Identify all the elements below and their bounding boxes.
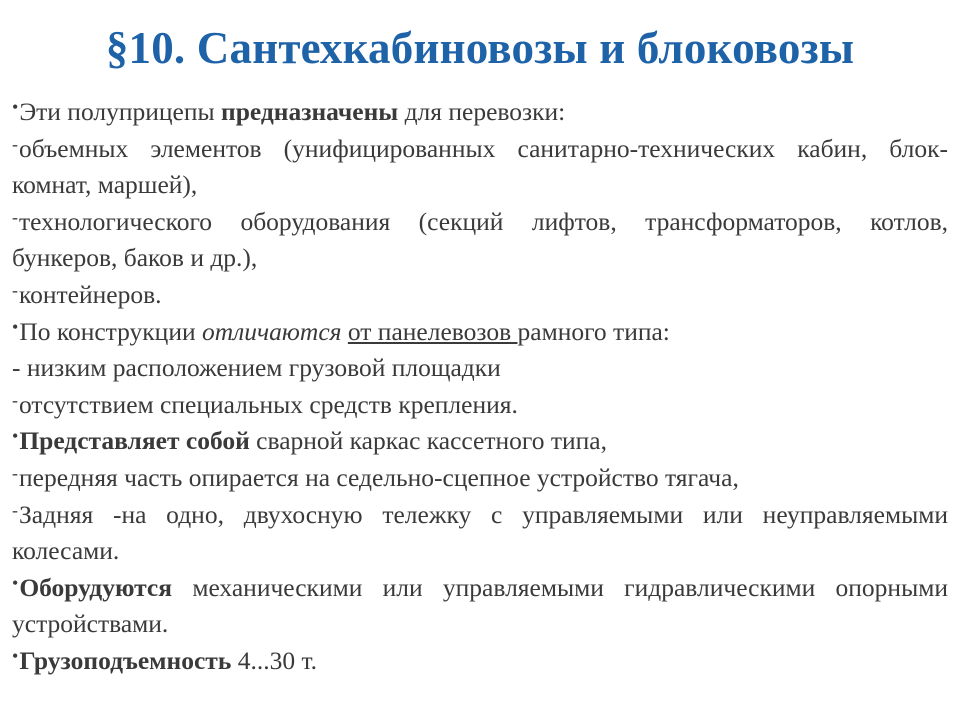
bullet-capacity [12,643,948,680]
bullet-marker: • [12,316,19,337]
text: механическими или управляемыми гидравлическими опорными устройствами. [12,572,948,639]
bullet-construction [12,314,948,351]
text: для перевозки: [398,97,566,126]
text: технологического оборудования (секций лифтов, трансформаторов, котлов, бункеров, баков и др.), [12,206,948,273]
dash-marker: - [12,462,18,483]
slide-title: §10. Сантехкабиновозы и блоковозы [105,23,855,73]
slide-body [12,94,948,680]
text: 4...30 т. [231,645,318,675]
dash-marker: - [12,133,18,154]
dash-marker: - [12,279,18,300]
text-italic: отличаются [201,316,342,346]
dash-item-low-platform [12,350,948,387]
bullet-represents [12,423,948,460]
dash-item-volume-elements [12,131,948,204]
dash-item-containers [12,277,948,314]
text-underlined: от панелевозов [347,316,518,346]
text: Задняя -на одно, двухосную тележку с управляемыми или неуправляемыми колесами. [12,499,948,566]
dash-marker: - [12,206,18,227]
bullet-purpose [12,94,948,131]
text: По конструкции [19,316,202,346]
text: передняя часть опирается на седельно-сцепное устройство тягача, [19,462,739,492]
bullet-marker: • [12,426,19,447]
text: - низким расположением грузовой площадки [12,353,501,383]
dash-marker: - [12,499,18,520]
bullet-marker: • [12,97,19,117]
text-bold: Грузоподъемность [19,645,232,675]
text-bold: предназначены [221,97,399,126]
bullet-equipped [12,570,948,643]
dash-marker: - [12,389,18,410]
text: Эти полуприцепы [19,97,222,126]
dash-item-equipment [12,204,948,277]
dash-item-front-part [12,460,948,497]
text: контейнеров. [19,279,162,309]
text: сварной каркас кассетного типа, [249,426,607,456]
dash-item-rear-part [12,497,948,570]
text-bold: Оборудуются [19,572,173,602]
bullet-marker: • [12,645,19,666]
dash-item-no-fastening [12,387,948,424]
text: рамного типа: [517,316,670,346]
text: объемных элементов (унифицированных санитарно-технических кабин, блок-комнат, маршей), [12,133,948,200]
text-bold: Представляет собой [19,426,250,456]
bullet-marker: • [12,572,19,593]
text: отсутствием специальных средств крепления. [19,389,518,419]
